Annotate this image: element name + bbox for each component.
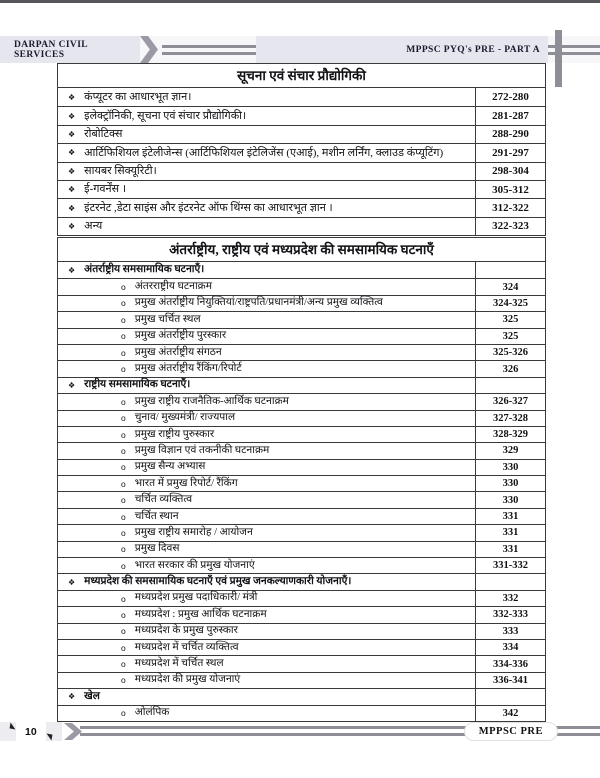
toc-entry-text: प्रमुख राष्ट्रीय पुरुस्कार xyxy=(134,428,215,440)
toc-table-ict xyxy=(57,63,546,236)
toc-table-title: अंतर्राष्ट्रीय, राष्ट्रीय एवं मध्यप्रदेश की समसामयिक घटनाएँ xyxy=(58,238,545,262)
toc-row-main xyxy=(58,262,475,278)
toc-entry-text: मध्यप्रदेश में चर्चित स्थल xyxy=(134,658,224,670)
toc-entry-text: प्रमुख अंतर्राष्ट्रीय रैंकिंग/रिपोर्ट xyxy=(134,363,242,374)
toc-entry-text: कंप्यूटर का आधारभूत ज्ञान। xyxy=(84,90,192,103)
circle-bullet-icon: o xyxy=(121,298,126,309)
circle-bullet-icon: o xyxy=(121,626,126,637)
toc-row xyxy=(58,328,545,344)
toc-row-main xyxy=(58,574,475,589)
footer-brand-text: MPPSC PRE xyxy=(478,726,543,737)
toc-row xyxy=(58,198,545,216)
toc-row-main xyxy=(58,640,475,655)
header-right-label xyxy=(256,36,548,63)
toc-row-main xyxy=(58,509,475,524)
toc-row-main xyxy=(58,656,475,671)
toc-row-main xyxy=(58,411,475,426)
toc-entry-text: प्रमुख चर्चित स्थल xyxy=(134,313,201,325)
toc-entry-text: प्रमुख राष्ट्रीय समारोह / आयोजन xyxy=(134,526,253,538)
toc-row xyxy=(58,125,545,143)
toc-entry-text: चर्चित स्थान xyxy=(134,510,179,522)
toc-row-main xyxy=(58,443,475,458)
page-range: 325-326 xyxy=(475,345,545,360)
circle-bullet-icon: o xyxy=(121,429,126,440)
page-footer xyxy=(0,722,600,741)
toc-row-main xyxy=(58,279,475,294)
toc-entry-text: रोबोटिक्स xyxy=(84,128,123,141)
toc-row xyxy=(58,590,545,606)
toc-entry-text: इंटरनेट ,डेटा साइंस और इंटरनेट ऑफ थिंग्स का आधारभूत ज्ञान । xyxy=(84,201,333,214)
toc-entry-text: अंतरराष्ट्रीय घटनाक्रम xyxy=(134,281,213,293)
toc-entry-text: इलेक्ट्रॉनिकी, सूचना एवं संचार प्रौद्योगिकी। xyxy=(84,109,247,122)
toc-entry-text: खेल xyxy=(84,690,100,702)
page-range: 331 xyxy=(475,525,545,540)
circle-bullet-icon: o xyxy=(121,495,126,506)
toc-row-main xyxy=(58,144,475,161)
circle-bullet-icon: o xyxy=(121,511,126,522)
toc-row xyxy=(58,557,545,573)
page-range xyxy=(475,574,545,589)
toc-row-main xyxy=(58,591,475,606)
diamond-bullet-icon: ❖ xyxy=(68,577,76,587)
page-range: 291-297 xyxy=(475,144,545,161)
toc-entry-text: भारत में प्रमुख रिपोर्ट/ रैंकिंग xyxy=(134,477,238,489)
toc-entry-text: भारत सरकार की प्रमुख योजनाएं xyxy=(134,559,255,571)
circle-bullet-icon: o xyxy=(121,593,126,604)
toc-row xyxy=(58,377,545,393)
page-range: 325 xyxy=(475,329,545,344)
diamond-bullet-icon: ❖ xyxy=(68,111,76,121)
toc-row xyxy=(58,143,545,161)
toc-row-main xyxy=(58,460,475,475)
toc-row xyxy=(58,162,545,180)
toc-row xyxy=(58,106,545,124)
triangle-mark-icon xyxy=(10,723,17,730)
toc-row xyxy=(58,606,545,622)
toc-row-main xyxy=(58,199,475,216)
circle-bullet-icon: o xyxy=(121,609,126,620)
toc-entry-text: ओलंपिक xyxy=(134,707,170,719)
toc-entry-text: मध्यप्रदेश : प्रमुख आर्थिक घटनाक्रम xyxy=(134,608,267,620)
toc-row-main xyxy=(58,542,475,557)
diamond-bullet-icon: ❖ xyxy=(68,265,76,275)
toc-row-main xyxy=(58,706,475,721)
circle-bullet-icon: o xyxy=(121,544,126,555)
page-range: 326-327 xyxy=(475,394,545,409)
diamond-bullet-icon: ❖ xyxy=(68,203,76,213)
diamond-bullet-icon: ❖ xyxy=(68,166,76,176)
page-range: 332-333 xyxy=(475,607,545,622)
toc-entry-text: राष्ट्रीय समसामायिक घटनाएँ। xyxy=(84,379,191,391)
circle-bullet-icon: o xyxy=(121,396,126,407)
diamond-bullet-icon: ❖ xyxy=(68,692,76,702)
page-range: 332 xyxy=(475,591,545,606)
toc-row-main xyxy=(58,558,475,573)
toc-row xyxy=(58,217,545,235)
toc-table-title: सूचना एवं संचार प्रौद्योगिकी xyxy=(58,64,545,88)
toc-row-main xyxy=(58,607,475,622)
page-range: 342 xyxy=(475,706,545,721)
circle-bullet-icon: o xyxy=(121,675,126,686)
toc-row-main xyxy=(58,312,475,327)
toc-entry-text: सायबर सिक्यूरिटी। xyxy=(84,164,157,177)
page-range: 334 xyxy=(475,640,545,655)
toc-row xyxy=(58,688,545,704)
toc-row-main xyxy=(58,394,475,409)
toc-row-main xyxy=(58,163,475,180)
circle-bullet-icon: o xyxy=(121,445,126,456)
toc-row xyxy=(58,573,545,589)
page-range xyxy=(475,378,545,393)
toc-entry-text: प्रमुख राष्ट्रीय राजनैतिक-आर्थिक घटनाक्रम xyxy=(134,395,289,407)
circle-bullet-icon: o xyxy=(121,642,126,653)
page-range: 305-312 xyxy=(475,181,545,198)
toc-row xyxy=(58,88,545,106)
toc-entry-text: मध्यप्रदेश प्रमुख पदाधिकारी/ मंत्री xyxy=(134,592,258,604)
diamond-bullet-icon: ❖ xyxy=(68,129,76,139)
toc-row xyxy=(58,393,545,409)
toc-entry-text: मध्यप्रदेश की प्रमुख योजनाएं xyxy=(134,674,241,686)
page-range: 330 xyxy=(475,476,545,491)
circle-bullet-icon: o xyxy=(121,659,126,670)
circle-bullet-icon: o xyxy=(121,413,126,424)
toc-row-main xyxy=(58,673,475,688)
page-range: 336-341 xyxy=(475,673,545,688)
header-chevron-icon xyxy=(140,36,158,63)
toc-row xyxy=(58,655,545,671)
diamond-bullet-icon: ❖ xyxy=(68,221,76,231)
page-range: 288-290 xyxy=(475,126,545,143)
diamond-bullet-icon: ❖ xyxy=(68,148,76,158)
toc-row-main xyxy=(58,476,475,491)
toc-row-main xyxy=(58,525,475,540)
toc-row-main xyxy=(58,427,475,442)
circle-bullet-icon: o xyxy=(121,560,126,571)
toc-row xyxy=(58,475,545,491)
registration-mark-icon xyxy=(555,30,562,87)
diamond-bullet-icon: ❖ xyxy=(68,380,76,390)
toc-row-main xyxy=(58,218,475,235)
circle-bullet-icon: o xyxy=(121,347,126,358)
toc-entry-text: आर्टिफिशियल इंटेलीजेन्स (आर्टिफिशियल इंटेलिजेंस (एआई), मशीन लर्निंग, क्लाउड कंप्यूटिंग) xyxy=(84,146,444,159)
toc-entry-text: अन्य xyxy=(84,220,103,233)
toc-row xyxy=(58,491,545,507)
toc-row xyxy=(58,705,545,721)
toc-rows xyxy=(58,88,545,235)
toc-row xyxy=(58,442,545,458)
page-range: 331 xyxy=(475,542,545,557)
circle-bullet-icon: o xyxy=(121,478,126,489)
toc-row-main xyxy=(58,378,475,393)
toc-row xyxy=(58,623,545,639)
page-range: 324 xyxy=(475,279,545,294)
toc-row xyxy=(58,459,545,475)
toc-table-current-affairs xyxy=(57,237,546,722)
toc-row xyxy=(58,639,545,655)
footer-divider-line xyxy=(80,726,468,736)
page-number: 10 xyxy=(16,722,46,741)
toc-entry-text: प्रमुख अंतर्राष्ट्रीय पुरस्कार xyxy=(134,330,227,342)
circle-bullet-icon: o xyxy=(121,314,126,325)
page-range: 325 xyxy=(475,312,545,327)
toc-row xyxy=(58,672,545,688)
toc-entry-text: प्रमुख दिवस xyxy=(134,543,180,555)
page-range: 328-329 xyxy=(475,427,545,442)
toc-entry-text: चर्चित व्यक्तित्व xyxy=(134,494,193,506)
page-header xyxy=(0,36,600,63)
page-range: 331-332 xyxy=(475,558,545,573)
toc-entry-text: प्रमुख अंतर्राष्ट्रीय संगठन xyxy=(134,346,222,358)
toc-row xyxy=(58,311,545,327)
header-left-text: DARPAN CIVIL SERVICES xyxy=(14,39,88,60)
page-range: 312-322 xyxy=(475,199,545,216)
toc-row xyxy=(58,524,545,540)
toc-row-main xyxy=(58,624,475,639)
page-range xyxy=(475,262,545,278)
page-range: 330 xyxy=(475,492,545,507)
page-top-strip xyxy=(0,0,600,3)
toc-entry-text: मध्यप्रदेश में चर्चित व्यक्तित्व xyxy=(134,641,239,653)
toc-entry-text: प्रमुख विज्ञान एवं तकनीकी घटनाक्रम xyxy=(134,444,270,456)
page-range: 331 xyxy=(475,509,545,524)
toc-row xyxy=(58,180,545,198)
toc-row xyxy=(58,426,545,442)
page-range: 334-336 xyxy=(475,656,545,671)
toc-row-main xyxy=(58,329,475,344)
toc-row-main xyxy=(58,107,475,124)
toc-row xyxy=(58,360,545,376)
page-range: 329 xyxy=(475,443,545,458)
page-range: 298-304 xyxy=(475,163,545,180)
page-range: 272-280 xyxy=(475,88,545,106)
header-divider-line xyxy=(162,45,256,55)
circle-bullet-icon: o xyxy=(121,364,126,375)
toc-row-main xyxy=(58,492,475,507)
toc-rows xyxy=(58,262,545,721)
toc-row xyxy=(58,541,545,557)
toc-row-main xyxy=(58,689,475,704)
page-range: 322-323 xyxy=(475,218,545,235)
toc-entry-text: मध्यप्रदेश के प्रमुख पुरुस्कार xyxy=(134,625,238,637)
toc-entry-text: ई-गवर्नेंस । xyxy=(84,183,127,196)
toc-row-main xyxy=(58,126,475,143)
toc-entry-text: प्रमुख अंतर्राष्ट्रीय नियुक्तियां/राष्ट्रपति/प्रधानमंत्री/अन्य प्रमुख व्यक्तित्व xyxy=(134,297,383,309)
circle-bullet-icon: o xyxy=(121,527,126,538)
toc-row-main xyxy=(58,361,475,376)
toc-row-main xyxy=(58,296,475,311)
diamond-bullet-icon: ❖ xyxy=(68,92,76,102)
page-range xyxy=(475,689,545,704)
footer-brand-pill xyxy=(464,722,558,741)
toc-row xyxy=(58,278,545,294)
toc-entry-text: मध्यप्रदेश की समसामायिक घटनाएँ एवं प्रमुख जनकल्याणकारी योजनाएँ। xyxy=(84,576,352,588)
page-range: 281-287 xyxy=(475,107,545,124)
circle-bullet-icon: o xyxy=(121,282,126,293)
toc-row xyxy=(58,344,545,360)
header-right-text: MPPSC PYQ's PRE - PART A xyxy=(406,44,540,55)
toc-row xyxy=(58,410,545,426)
page-range: 327-328 xyxy=(475,411,545,426)
toc-row xyxy=(58,508,545,524)
toc-entry-text: अंतर्राष्ट्रीय समसामायिक घटनाएँ। xyxy=(84,264,205,276)
page-range: 326 xyxy=(475,361,545,376)
header-left-label xyxy=(0,36,140,63)
page-range: 330 xyxy=(475,460,545,475)
toc-row-main xyxy=(58,345,475,360)
toc-entry-text: प्रमुख सैन्य अभ्यास xyxy=(134,461,206,473)
toc-entry-text: चुनाव/ मुख्यमंत्री/ राज्यपाल xyxy=(134,412,236,424)
diamond-bullet-icon: ❖ xyxy=(68,185,76,195)
circle-bullet-icon: o xyxy=(121,708,126,719)
page-range: 333 xyxy=(475,624,545,639)
footer-divider-line-end xyxy=(554,726,600,736)
triangle-mark-icon xyxy=(46,734,53,741)
toc-row-main xyxy=(58,88,475,106)
toc-row xyxy=(58,295,545,311)
toc-row-main xyxy=(58,181,475,198)
toc-row xyxy=(58,262,545,278)
circle-bullet-icon: o xyxy=(121,331,126,342)
circle-bullet-icon: o xyxy=(121,462,126,473)
page-range: 324-325 xyxy=(475,296,545,311)
